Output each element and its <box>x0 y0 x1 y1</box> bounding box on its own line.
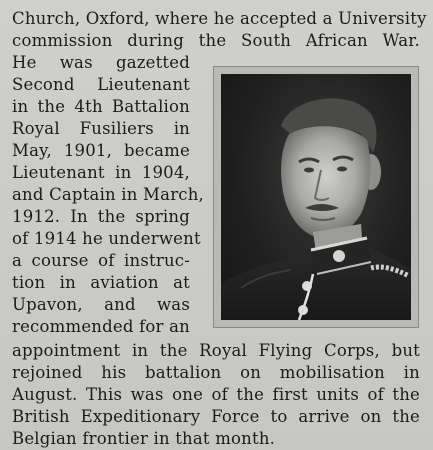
text-line: of 1914 he underwent <box>12 229 201 248</box>
portrait-frame <box>213 66 419 328</box>
text-line: commission during the South African War. <box>12 31 420 50</box>
portrait-photo-icon <box>221 74 411 320</box>
text-line: He was gazetted <box>12 53 190 72</box>
text-line: a course of instruc- <box>12 251 190 270</box>
text-line: Upavon, and was <box>12 295 190 314</box>
text-line: appointment in the Royal Flying Corps, but <box>12 341 420 360</box>
text-line: Belgian frontier in that month. <box>12 429 276 448</box>
text-line: tion in aviation at <box>12 273 190 292</box>
text-line: Lieutenant in 1904, <box>12 163 190 182</box>
text-line: and Captain in March, <box>12 185 204 204</box>
text-line: in the 4th Battalion <box>12 97 190 116</box>
text-line: rejoined his battalion on mobilisation in <box>12 363 420 382</box>
text-line: Second Lieutenant <box>12 75 190 94</box>
text-line: May, 1901, became <box>12 141 190 160</box>
text-line: Royal Fusiliers in <box>12 119 190 138</box>
text-line: Church, Oxford, where he accepted a University <box>12 9 427 28</box>
text-line: August. This was one of the first units of the <box>12 385 420 404</box>
text-line: British Expeditionary Force to arrive on the <box>12 407 420 426</box>
text-line: recommended for an <box>12 317 190 336</box>
text-line: 1912. In the spring <box>12 207 190 226</box>
